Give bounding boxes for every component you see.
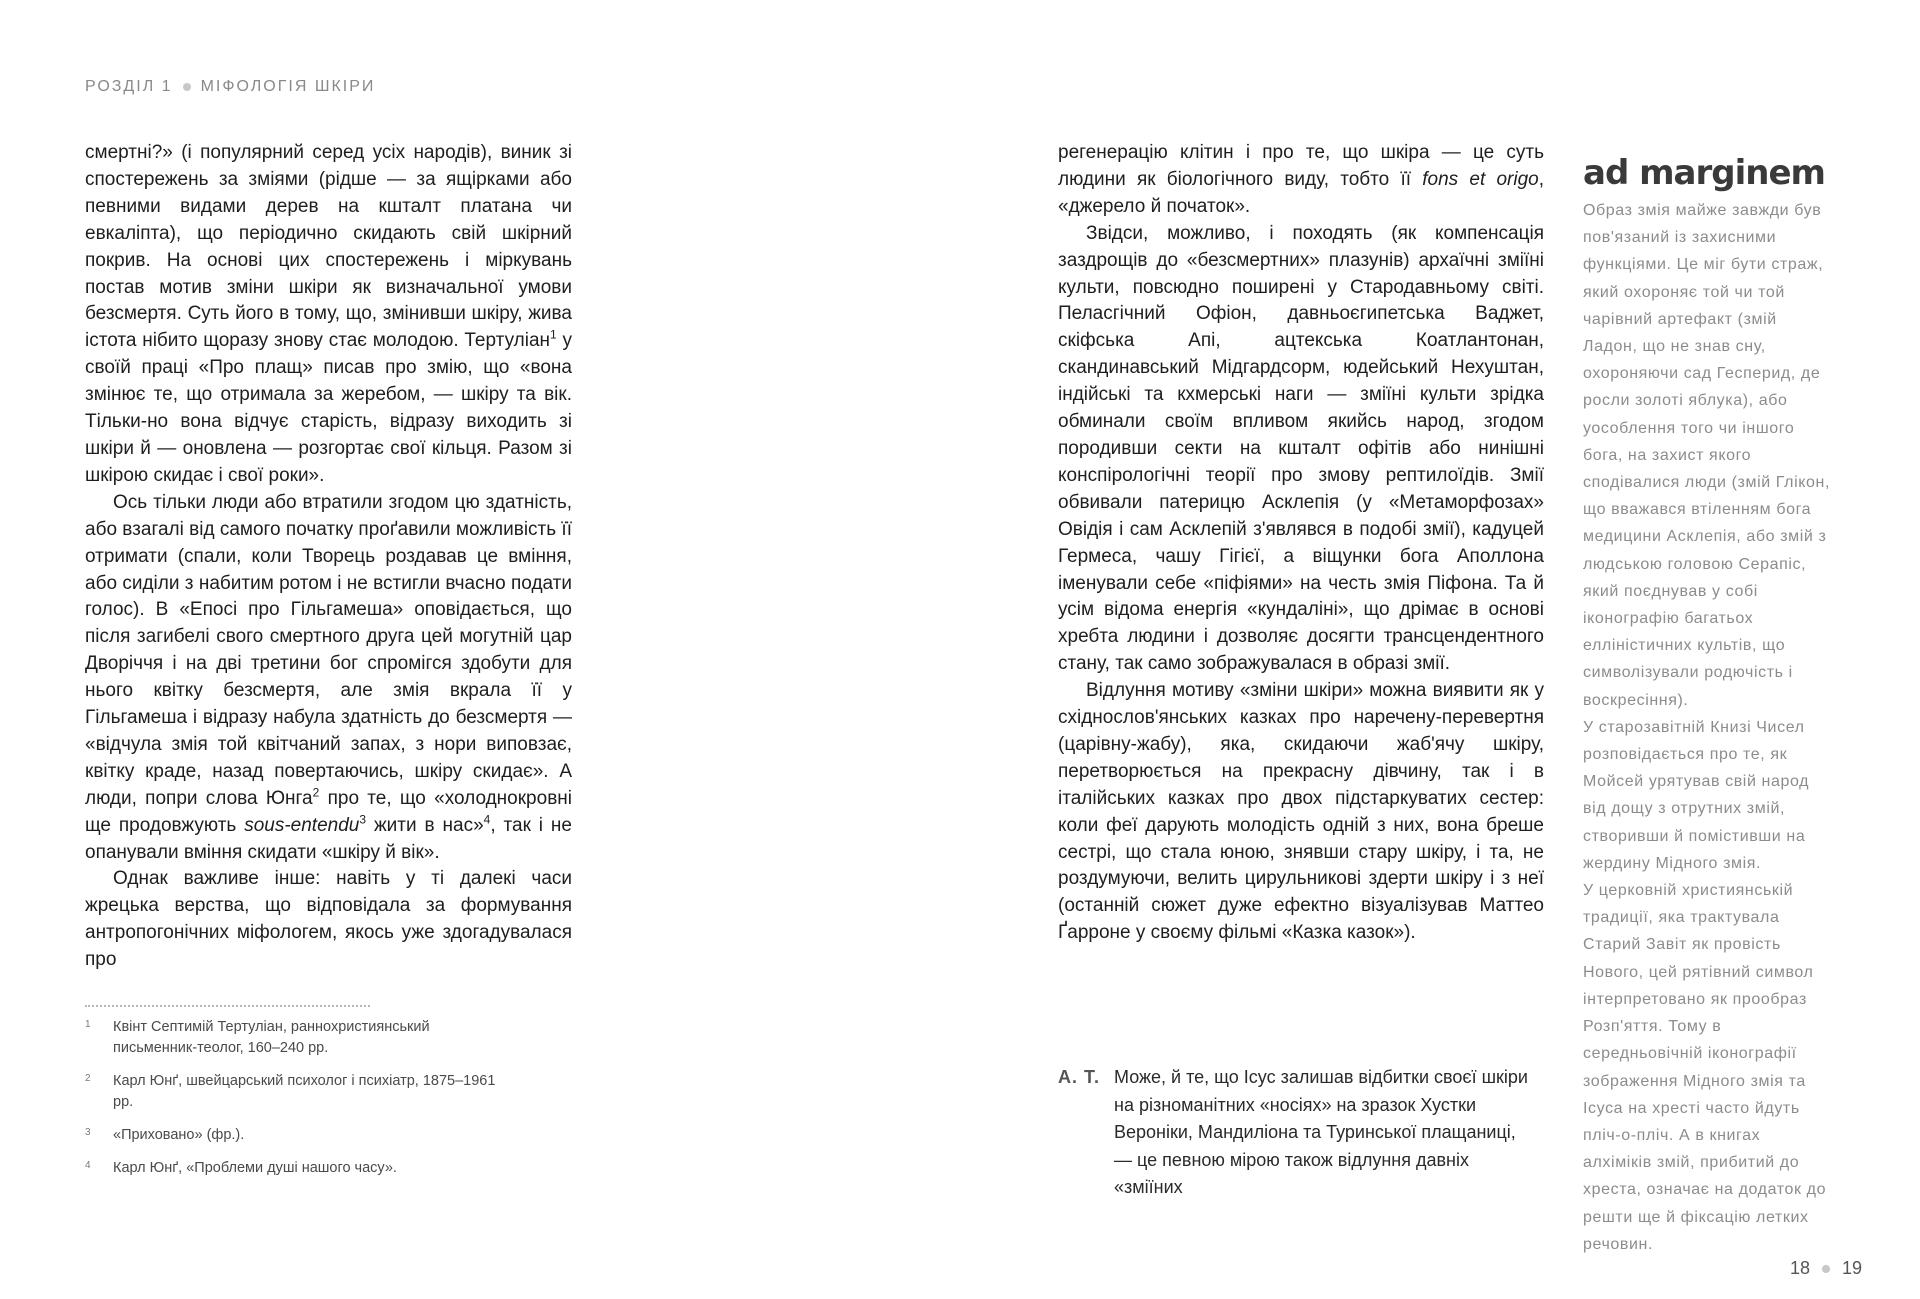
author-note [1058, 1064, 1538, 1202]
running-head [85, 78, 375, 96]
chapter-title: МІФОЛОГІЯ ШКІРИ [200, 78, 376, 95]
paragraph: Ось тільки люди або втратили згодом цю здатність, або взагалі від самого початку проґавили можливість її отримати (спали, коли Творець роздавав це вміння, або сиділи з набитим ротом і не встигли вчасно подати голос). В «Епосі про Гільгамеша» оповідається, що після загибелі свого смертного друга цей могутній цар Дворіччя і на дві третини бог спромігся здобути для нього квітку безсмертя, але змія вкрала її у Гільгамеша і відразу набула здатність до безсмертя — «відчула змія той квітчаний запах, з нори виповзає, квітку краде, назад повертаючись, шкіру скидає». А люди, попри слова Юнга$^2$ про те, що «холоднокровні ще продовжують sous-entendu$^3$ жити в нас»$^4$, так і не опанували вміння скидати «шкіру й вік». [85, 491, 572, 863]
footnote: 3 «Приховано» (фр.). [85, 1127, 245, 1143]
sidebar-paragraph: Образ змія майже завжди був пов'язаний із захисними функціями. Це міг бути страж, який охороняє той чи той чарівний артефакт (змій Ладон, що не знав сну, охороняючи сад Гесперид, де росли золоті яблука), або уособлення того чи іншого бога, на захист якого сподівалися люди (змій Глікон, що вважався втіленням бога медицини Асклепія, або змій з людською головою Серапіс, який поєднував у собі іконографію багатьох елліністичних культів, що символізували родючість і воскресіння). [1583, 202, 1831, 709]
page-number-right: 19 [1841, 1258, 1862, 1278]
bullet-dot-icon [183, 83, 191, 91]
footnote: 4 Карл Юнґ, «Проблеми душі нашого часу». [85, 1160, 397, 1176]
italic-term: fons et origo [1422, 168, 1539, 190]
paragraph: Звідси, можливо, і походять (як компенсація заздрощів до «безсмертних» плазунів) архаїчні зміїні культи, повсюдно поширені у Стародавньому світі. Пеласгічний Офіон, давньоєгипетська Ваджет, скіфська Апі, ацтекська Коатлантонан, скандинавський Мідгардсорм, юдейський Нехуштан, індійські та кхмерські наги — зміїні культи зрідка обминали своїм впливом якийсь народ, згодом породивши секти на кшталт офітів або нинішні конспірологічні теорії про змову рептилоїдів. Змії обвивали патерицю Асклепія (у «Метаморфозах» Овідія і сам Асклепій з'являвся в подобі змії), кадуцей Гермеса, чашу Гігієї, а віщунки бога Аполлона іменували себе «піфіями» на честь змія Піфона. Та й усім відома енергія «кундаліні», що дрімає в основі хребта людини і дозволяє досягти трансцендентного стану, так само зображувалася в образі змії. [1058, 222, 1544, 675]
left-column [85, 140, 572, 974]
author-note-text: Може, й те, що Ісус залишав відбитки своєї шкіри на різноманітних «носіях» на зразок Хустки Вероніки, Мандиліона та Туринської плащаниці, — це певною мірою також відлуння давніх «зміїних [1114, 1067, 1528, 1197]
footnote: 1 Квінт Септимій Тертуліан, раннохристиянський письменник-теолог, 160–240 рр. [85, 1019, 430, 1056]
italic-term: sous-entendu [244, 814, 360, 836]
chapter-label: РОЗДІЛ 1 [85, 78, 173, 95]
footnote-ref[interactable]: 4 [483, 812, 491, 827]
paragraph: смертні?» (і популярний серед усіх народів), виник зі спостережень за зміями (рідше — за ящірками або певними видами дерев на кшталт платана чи евкаліпта), що періодично скидають свій шкірний покрив. На основі цих спостережень і міркувань постав мотив зміни шкіри як визначальної умови безсмертя. Суть його в тому, що, змінивши шкіру, жива істота нібито щоразу знову стає молодою. Тертуліан$^1$ у своїй праці «Про плащ» писав про змію, що «вона змінює те, що отримала за жеребом, — шкіру та вік. Тільки-но вона відчує старість, відразу виходить зі шкіри й — оновлена — розгортає свої кільця. Разом зі шкірою скидає і свої роки». [85, 142, 572, 486]
footnote-separator [85, 1005, 370, 1007]
sidebar-marginalia [1583, 197, 1833, 1258]
page-numbers [1790, 1258, 1862, 1279]
bullet-dot-icon [1822, 1265, 1830, 1273]
footnotes [85, 1017, 505, 1191]
sidebar-title: ad marginem [1583, 153, 1825, 193]
paragraph: Однак важливе інше: навіть у ті далекі часи жрецька верства, що відповідала за формування антропогонічних міфологем, якось уже здогадувалася про [85, 868, 572, 971]
middle-column [1058, 140, 1544, 947]
page-number-left: 18 [1789, 1258, 1810, 1278]
footnote-ref[interactable]: 1 [550, 328, 557, 343]
sidebar-paragraph: У церковній християнській традиції, яка трактувала Старий Завіт як провість Нового, цей рятівний символ інтерпретовано як прообраз Розп'яття. Тому в середньовічній іконографії зображення Мідного змія та Ісуса на хресті часто йдуть пліч-о-пліч. А в книгах алхіміків змій, прибитий до хреста, означає на додаток до решти ще й фіксацію летких речовин. [1583, 882, 1827, 1253]
sidebar-paragraph: У старозавітній Книзі Чисел розповідається про те, як Мойсей урятував свій народ від дощу з отрутних змій, створивши й помістивши на жердину Мідного змія. [1583, 718, 1810, 872]
footnote-ref[interactable]: 2 [312, 785, 320, 800]
footnote: 2 Карл Юнґ, швейцарський психолог і психіатр, 1875–1961 рр. [85, 1073, 496, 1110]
footnote-ref[interactable]: 3 [359, 812, 367, 827]
paragraph: регенерацію клітин і про те, що шкіра — це суть людини як біологічного виду, тобто її fons et origo, «джерело й початок». [1058, 142, 1544, 217]
author-initials: А. Т. [1058, 1067, 1100, 1087]
paragraph: Відлуння мотиву «зміни шкіри» можна виявити як у східнослов'янських казках про наречену-перевертня (царівну-жабу), яка, скидаючи жаб'ячу шкіру, перетворюється на прекрасну дівчину, так і в італійських казках про двох підстаркуватих сестер: коли феї дарують молодість одній з них, вона бреше сестрі, що стала юною, знявши стару шкіру, і та, не роздумуючи, велить цирульникові здерти шкіру і з неї (останній сюжет дуже ефектно візуалізував Маттео Ґарроне у своєму фільмі «Казка казок»). [1058, 680, 1544, 944]
